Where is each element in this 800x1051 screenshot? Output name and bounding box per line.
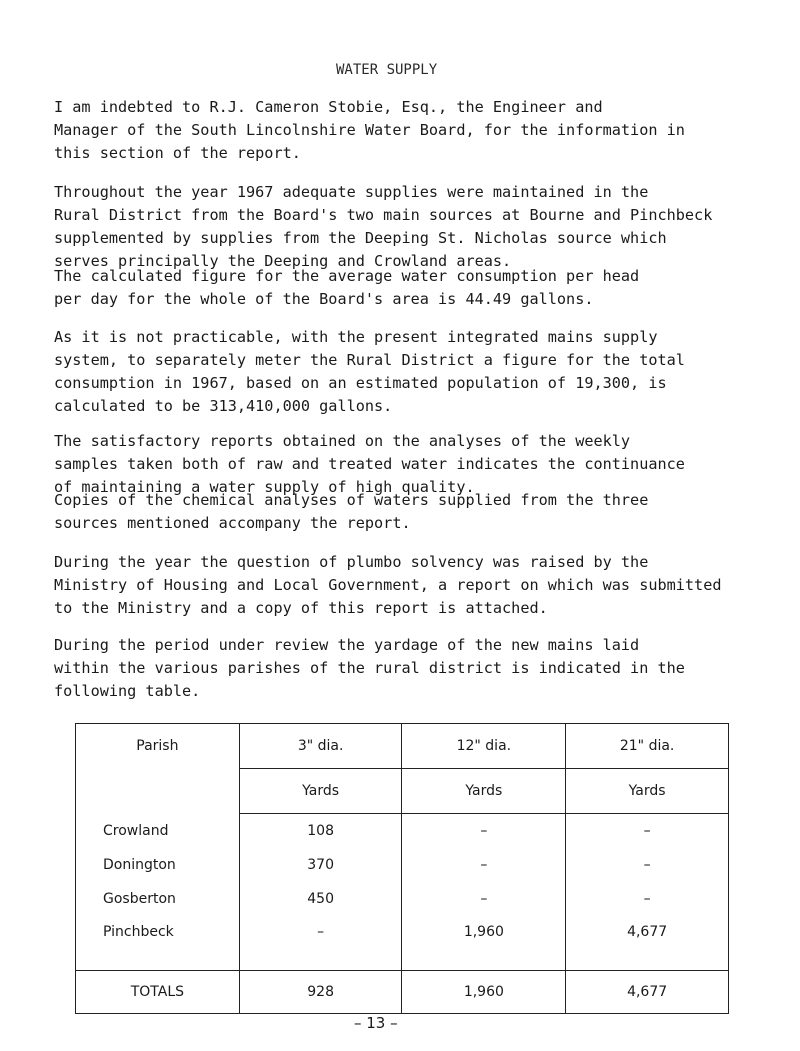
units-cell-12in: Yards — [402, 769, 566, 814]
yards-21in: 4,677 — [566, 916, 729, 971]
paragraph-consumption-per-head: The calculated figure for the average water consumption per head per day for the whole of the Board's area is 44.49 gallons. — [54, 267, 640, 308]
yards-12in: – — [402, 848, 566, 882]
column-header-parish: Parish — [76, 724, 240, 769]
table-row — [76, 814, 729, 849]
totals-3in: 928 — [239, 971, 402, 1014]
table-row — [76, 882, 729, 916]
totals-21in: 4,677 — [566, 971, 729, 1014]
table-units-row — [76, 769, 729, 814]
yards-21in: – — [566, 814, 729, 849]
paragraph-acknowledgement: I am indebted to R.J. Cameron Stobie, Esq., the Engineer and Manager of the South Lincolnshire Water Board, for the information in this section of the report. — [54, 98, 685, 162]
yards-21in: – — [566, 882, 729, 916]
yards-3in: 370 — [239, 848, 402, 882]
column-header-21in: 21" dia. — [566, 724, 729, 769]
yards-3in: 108 — [239, 814, 402, 849]
yards-21in: – — [566, 848, 729, 882]
paragraph-mains-yardage: During the period under review the yardage of the new mains laid within the various parishes of the rural district is indicated in the following table. — [54, 636, 685, 700]
totals-12in: 1,960 — [402, 971, 566, 1014]
table-row — [76, 916, 729, 971]
yards-3in: 450 — [239, 882, 402, 916]
table-row — [76, 848, 729, 882]
yards-12in: 1,960 — [402, 916, 566, 971]
totals-label: TOTALS — [76, 971, 240, 1014]
column-header-3in: 3" dia. — [239, 724, 402, 769]
yards-3in: – — [239, 916, 402, 971]
parish-name: Crowland — [76, 814, 240, 849]
paragraph-total-consumption: As it is not practicable, with the present integrated mains supply system, to separately meter the Rural District a figure for the total consumption in 1967, based on an estimated population of 19,300, is calculated to be 313,410,000 gallons. — [54, 328, 685, 415]
paragraph-supply-sources: Throughout the year 1967 adequate supplies were maintained in the Rural District from the Board's two main sources at Bourne and Pinchbeck supplemented by supplies from the Deeping St. Nicholas source which serves principally the Deeping and Crowland areas. — [54, 183, 713, 270]
yards-12in: – — [402, 814, 566, 849]
units-cell-parish — [76, 769, 240, 814]
units-cell-21in: Yards — [566, 769, 729, 814]
units-cell-3in: Yards — [239, 769, 402, 814]
parish-name: Pinchbeck — [76, 916, 240, 971]
section-heading: WATER SUPPLY — [336, 62, 438, 78]
parish-name: Gosberton — [76, 882, 240, 916]
paragraph-analyses: The satisfactory reports obtained on the analyses of the weekly samples taken both of raw and treated water indicates the continuance of maintaining a water supply of high quality. — [54, 432, 685, 496]
mains-yardage-table — [75, 723, 729, 1014]
parish-name: Donington — [76, 848, 240, 882]
paragraph-chemical-copies: Copies of the chemical analyses of waters supplied from the three sources mentioned accompany the report. — [54, 491, 649, 532]
yards-12in: – — [402, 882, 566, 916]
table-header-row — [76, 724, 729, 769]
page-number: – 13 – — [354, 1014, 398, 1032]
column-header-12in: 12" dia. — [402, 724, 566, 769]
table-totals-row — [76, 971, 729, 1014]
paragraph-plumbo-solvency: During the year the question of plumbo solvency was raised by the Ministry of Housing and Local Government, a report on which was submitted to the Ministry and a copy of this report is attached. — [54, 553, 722, 617]
